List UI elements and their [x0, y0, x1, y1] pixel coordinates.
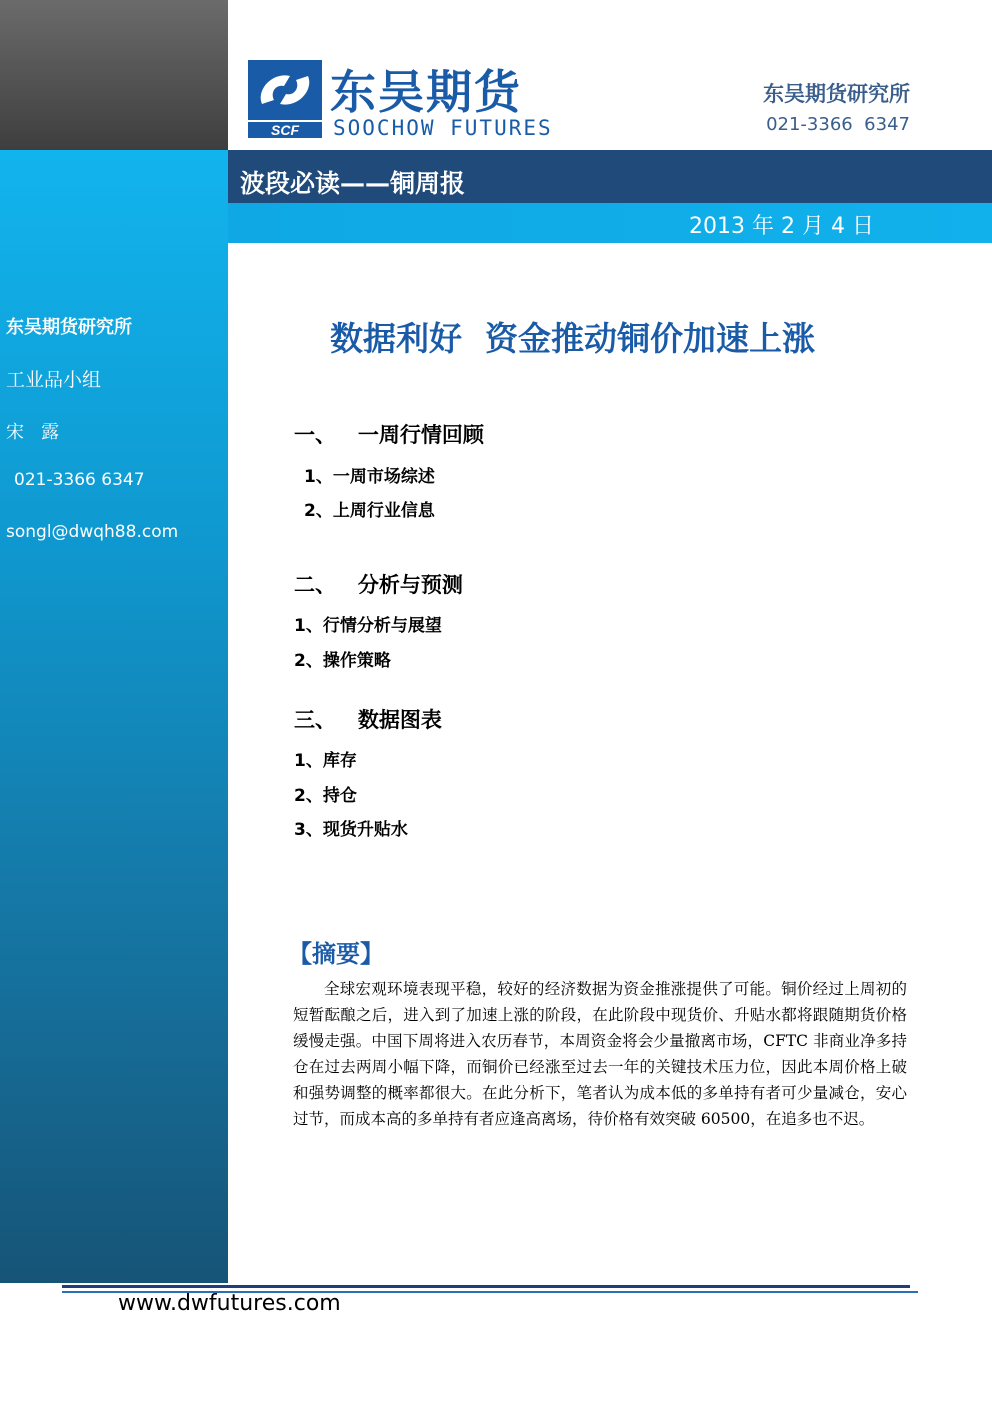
section-heading: 三、 数据图表 [294, 708, 442, 732]
section-item: 1、库存 [294, 751, 357, 771]
section-item: 3、现货升贴水 [294, 820, 408, 840]
footer-divider [62, 1285, 910, 1288]
sidebar-group: 工业品小组 [6, 369, 102, 391]
section-item: 1、一周市场综述 [304, 467, 435, 487]
date-banner [228, 203, 992, 243]
header-phone: 021-3366 6347 [766, 114, 910, 135]
section-item: 2、上周行业信息 [304, 501, 435, 521]
report-series-title: 波段必读——铜周报 [240, 169, 466, 198]
report-title: 数据利好 资金推动铜价加速上涨 [330, 319, 815, 358]
abstract-heading: 【摘要】 [288, 940, 384, 968]
brand-name-cn: 东吴期货 [330, 65, 522, 119]
sidebar-email[interactable]: songl@dwqh88.com [6, 522, 179, 542]
sidebar-top-panel [0, 0, 228, 150]
section-item: 2、操作策略 [294, 651, 391, 671]
sidebar-author: 宋 露 [6, 422, 60, 443]
abstract-body: 全球宏观环境表现平稳，较好的经济数据为资金推涨提供了可能。铜价经过上周初的短暂酝酿之后，进入到了加速上涨的阶段，在此阶段中现货价、升贴水都将跟随期货价格缓慢走强。中国下周将进入农历春节，本周资金将会少量撤离市场，CFTC 非商业净多持仓在过去两周小幅下降，而铜价已经涨至过去一年的关键技术压力位，因此本周价格上破和强势调整的概率都很大。在此分析下，笔者认为成本低的多单持有者可少量减仓，安心过节，而成本高的多单持有者应逢高离场，待价格有效突破 60500，在追多也不迟。 [293, 980, 907, 1128]
logo-text: SCF [271, 122, 299, 138]
sidebar-phone: 021-3366 6347 [14, 470, 145, 490]
sidebar-institute: 东吴期货研究所 [6, 317, 132, 338]
scf-logo-icon [248, 60, 322, 138]
brand-name-en: SOOCHOW FUTURES [333, 116, 553, 140]
footer-website-link[interactable]: www.dwfutures.com [118, 1291, 341, 1316]
section-item: 1、行情分析与展望 [294, 616, 442, 636]
section-item: 2、持仓 [294, 786, 357, 806]
header-institute: 东吴期货研究所 [763, 82, 910, 106]
section-heading: 二、 分析与预测 [294, 573, 463, 597]
section-heading: 一、 一周行情回顾 [294, 423, 484, 447]
report-date: 2013 年 2 月 4 日 [689, 214, 874, 239]
